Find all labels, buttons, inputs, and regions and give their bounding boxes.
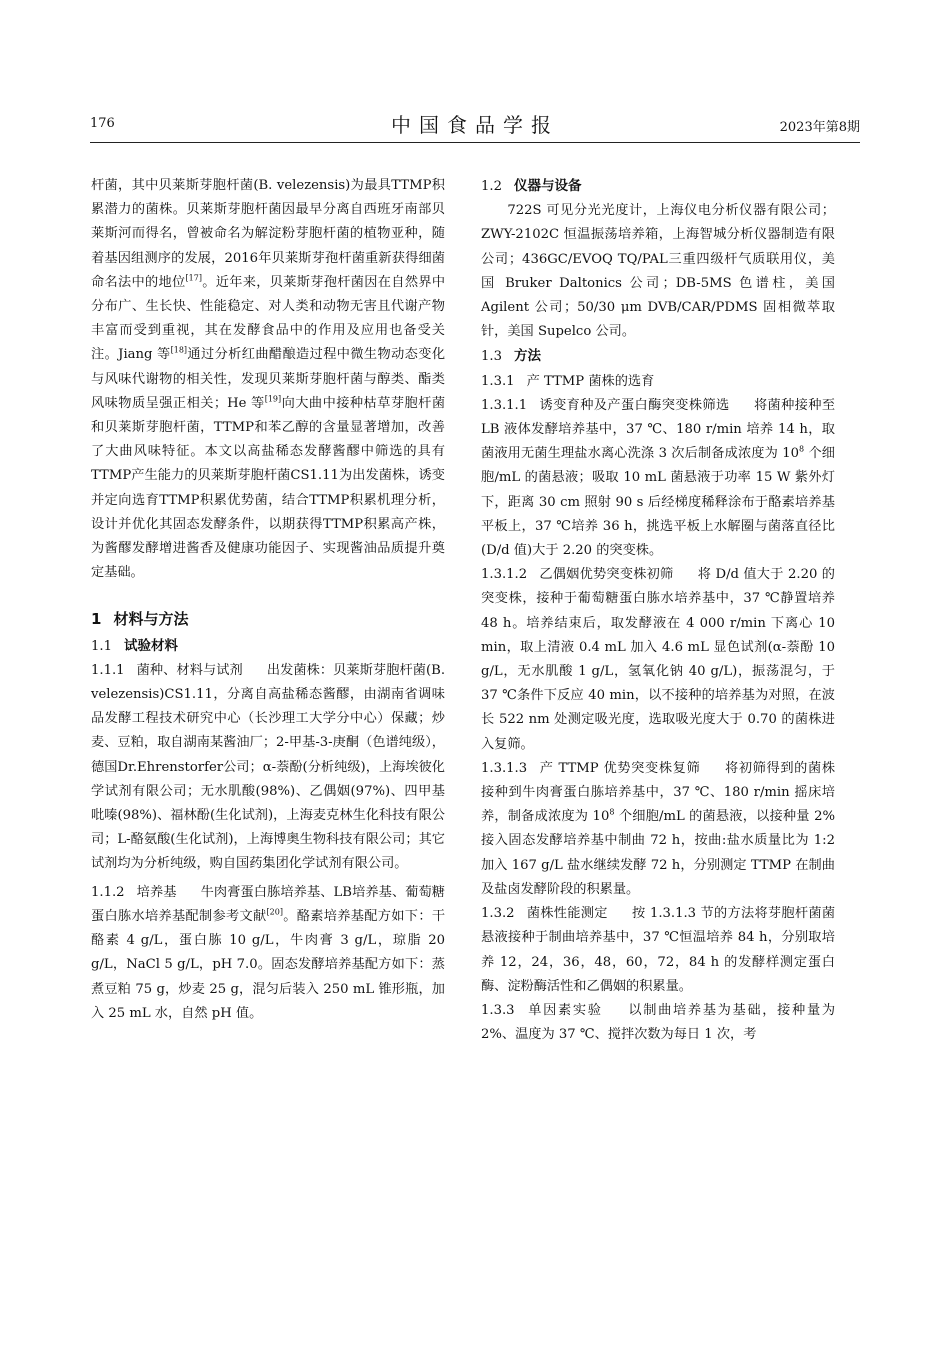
item-number: 1.3.1.3 bbox=[481, 760, 528, 776]
citation-18: [18] bbox=[170, 346, 188, 356]
section-number: 1 bbox=[91, 610, 102, 629]
exponent: 8 bbox=[609, 807, 615, 817]
item-title: 培养基 bbox=[136, 884, 177, 900]
item-number: 1.1.1 bbox=[91, 662, 125, 678]
subsection-title: 试验材料 bbox=[123, 637, 178, 654]
item-title: 乙偶姻优势突变株初筛 bbox=[539, 567, 674, 583]
citation-19: [19] bbox=[264, 394, 282, 404]
paragraph-1-3-1-3 bbox=[481, 757, 835, 902]
exponent: 8 bbox=[799, 444, 805, 454]
header-rule bbox=[90, 142, 860, 143]
item-number: 1.3.1.2 bbox=[481, 567, 528, 583]
item-body: 按 1.3.1.3 节的方法将芽胞杆菌菌悬液接种于制曲培养基中，37 ℃恒温培养 84 h，分别取培养 12，24，36，48，60，72，84 h 的发酵样测定蛋白酶、淀粉酶活性和乙偶姻的积累量。 bbox=[481, 906, 836, 994]
running-header bbox=[90, 112, 860, 138]
journal-title: 中国食品学报 bbox=[391, 113, 559, 137]
intro-text-c: 通过分析红曲醋酿造过程中微生物动态变化与风味代谢物的相关性，发现贝莱斯芽胞杆菌与醇类、酯类风味物质呈强正相关；He 等 bbox=[91, 347, 446, 411]
item-title: 诱变育种及产蛋白酶突变株筛选 bbox=[539, 397, 730, 413]
item-body: 出发菌株：贝莱斯芽胞杆菌(B. velezensis)CS1.11，分离自高盐稀态酱醪，由湖南省调味品发酵工程技术研究中心（长沙理工大学分中心）保藏；炒麦、豆粕，取自湖南某酱油厂；2-甲基-3-庚酮（色谱纯级），德国Dr.Ehrenstorfer公司；α-萘酚(分析纯级)，上海埃彼化学试剂有限公司；无水肌酸(98%)、乙偶姻(97%)、四甲基吡嗪(98%)、福林酚(生化试剂)，上海麦克林生化科技有限公司；L-酪氨酸(生化试剂)，上海博奥生物科技有限公司；其它试剂均为分析纯级，购自国药集团化学试剂有限公司。 bbox=[91, 662, 446, 872]
left-column bbox=[91, 174, 445, 1026]
item-number: 1.3.2 bbox=[481, 906, 515, 922]
item-title: 菌种、材料与试剂 bbox=[136, 662, 243, 678]
citation-20: [20] bbox=[266, 907, 283, 917]
paragraph-1-3-1-2 bbox=[481, 563, 835, 757]
subsection-title: 仪器与设备 bbox=[513, 178, 582, 194]
subsection-title: 方法 bbox=[513, 348, 541, 365]
paragraph-1-3-1-1 bbox=[481, 394, 835, 563]
subsection-heading-1-3-1 bbox=[481, 370, 835, 394]
subsection-number: 1.2 bbox=[481, 179, 502, 194]
instruments-paragraph: 722S 可见分光光度计，上海仪电分析仪器有限公司；ZWY-2102C 恒温振荡培养箱，上海智城分析仪器制造有限公司；436GC/EVOQ TQ/PAL三重四级杆气质联用仪，美国 Bruker Daltonics 公司；DB-5MS 色谱柱，美国 Agilent 公司；50/30 μm DVB/CAR/PDMS 固相微萃取针，美国 Supelco 公司。 bbox=[481, 203, 835, 340]
intro-text-a: 杆菌，其中贝莱斯芽胞杆菌(B. velezensis)为最具TTMP积累潜力的菌株。贝莱斯芽胞杆菌因最早分离自西班牙南部贝莱斯河而得名，曾被命名为解淀粉芽胞杆菌的植物亚种，随着基因组测序的发展，2016年贝莱斯芽孢杆菌重新获得细菌命名法中的地位 bbox=[91, 178, 445, 290]
item-title: 单因素实验 bbox=[526, 1002, 603, 1018]
intro-paragraph bbox=[91, 174, 445, 585]
item-title: 菌株性能测定 bbox=[526, 906, 608, 922]
item-title: 产 TTMP 菌株的选育 bbox=[526, 373, 655, 389]
section-title: 材料与方法 bbox=[113, 610, 189, 629]
item-body-a: 牛肉膏蛋白胨培养基、LB培养基、葡萄糖蛋白胨水培养基配制参考文献 bbox=[91, 884, 445, 924]
right-column bbox=[481, 174, 835, 1047]
item-body-a: 将初筛得到的菌株接种到牛肉膏蛋白胨培养基中，37 ℃、180 r/min 摇床培养，制备成浓度为 10 bbox=[481, 760, 836, 825]
item-number: 1.3.1.1 bbox=[481, 397, 528, 413]
item-title: 产 TTMP 优势突变株复筛 bbox=[539, 760, 701, 776]
intro-text-d: 向大曲中接种枯草芽胞杆菌和贝莱斯芽胞杆菌，TTMP和苯乙醇的含量显著增加，改善了大曲风味特征。本文以高盐稀态发酵酱醪中筛选的具有TTMP产生能力的贝莱斯芽胞杆菌CS1.11为出发菌株，诱变并定向选育TTMP积累优势菌，结合TTMP积累机理分析，设计并优化其固态发酵条件，以期获得TTMP积累高产株，为酱醪发酵增进酱香及健康功能因子、实现酱油品质提升奠定基础。 bbox=[91, 395, 446, 581]
item-number: 1.3.1 bbox=[481, 373, 515, 389]
subsection-heading-1-3 bbox=[481, 344, 835, 369]
citation-17: [17] bbox=[185, 273, 202, 283]
section-heading-1 bbox=[91, 607, 445, 631]
subsection-number: 1.1 bbox=[91, 638, 112, 654]
item-body-b: 个细胞/mL 的菌悬液；吸取 10 mL 菌悬液于功率 15 W 紫外灯下，距离 30 cm 照射 90 s 后经梯度稀释涂布于酪素培养基平板上，37 ℃培养 36 h，挑选平板上水解圈与菌落直径比(D/d 值)大于 2.20 的突变株。 bbox=[481, 446, 835, 559]
issue-label: 2023年第8期 bbox=[779, 120, 860, 135]
item-body: 将 D/d 值大于 2.20 的突变株，接种于葡萄糖蛋白胨水培养基中，37 ℃静置培养 48 h。培养结束后，取发酵液在 4 000 r/min 下离心 10 min，取上清液 0.4 mL 加入 4.6 mL 显色试剂(α-萘酚 10 g/L，无水肌酸 1 g/L，氢氧化钠 40 g/L)，振荡混匀，于 37 ℃条件下反应 40 min，以不接种的培养基为对照，在波长 522 nm 处测定吸光度，选取吸光度大于 0.70 的菌株进入复筛。 bbox=[481, 567, 835, 752]
subsection-heading-1-2 bbox=[481, 174, 835, 199]
item-body: 以制曲培养基为基础，接种量为 2%、温度为 37 ℃、搅拌次数为每日 1 次，考 bbox=[481, 1002, 836, 1043]
intro-text-b: 。近年来，贝莱斯芽孢杆菌因在自然界中分布广、生长快、性能稳定、对人类和动物无害且代谢产物丰富而受到重视，其在发酵食品中的作用及应用也备受关注。Jiang 等 bbox=[91, 274, 446, 363]
paragraph-1-1-2 bbox=[91, 881, 445, 1026]
paragraph-1-3-2 bbox=[481, 902, 835, 999]
paragraph-1-3-3 bbox=[481, 999, 835, 1047]
item-body-b: 。酪素培养基配方如下：干酪素 4 g/L，蛋白胨 10 g/L，牛肉膏 3 g/L，琼脂 20 g/L，NaCl 5 g/L，pH 7.0。固态发酵培养基配方如下：蒸煮豆粕 75 g，炒麦 25 g，混匀后装入 250 mL 锥形瓶，加入 25 mL 水，自然 pH 值。 bbox=[91, 908, 446, 1021]
paragraph-1-1-1 bbox=[91, 659, 445, 877]
item-body-a: 将菌种接种至 LB 液体发酵培养基中，37 ℃、180 r/min 培养 14 h，取菌液用无菌生理盐水离心洗涤 3 次后制备成浓度为 10 bbox=[481, 397, 836, 462]
subsection-heading-1-1 bbox=[91, 634, 445, 659]
item-number: 1.3.3 bbox=[481, 1002, 515, 1018]
item-number: 1.1.2 bbox=[91, 884, 125, 900]
subsection-number: 1.3 bbox=[481, 349, 502, 365]
page-number: 176 bbox=[90, 116, 115, 131]
item-body-b: 个细胞/mL 的菌悬液，以接种量 2%接入固态发酵培养基中制曲 72 h，按曲:盐水质量比为 1:2 加入 167 g/L 盐水继续发酵 72 h，分别测定 TTMP 在制曲及盐卤发酵阶段的积累量。 bbox=[481, 809, 835, 897]
